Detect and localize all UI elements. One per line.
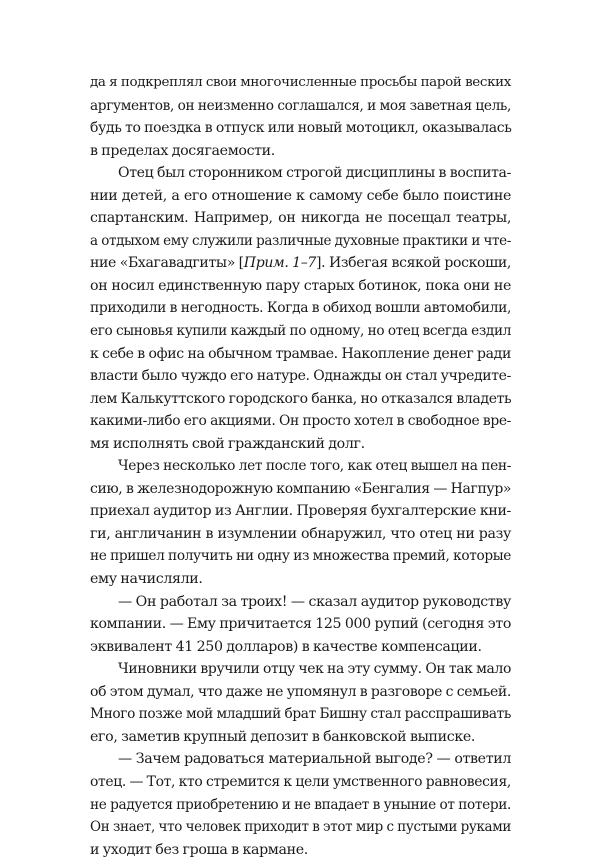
text-line: и уходит без гроша в кармане.: [90, 841, 308, 858]
line-part: ние «Бхагавадгиты» [Прим. 1–7]. Избегая всякой роскоши,: [90, 255, 511, 272]
text-line: Он знает, что человек приходит в этот мир с пустыми руками: [90, 819, 511, 836]
text-line: не радуется приобретению и не впадает в уныние от потери.: [90, 796, 511, 813]
text-line: в пределах досягаемости.: [90, 142, 275, 159]
text-line: мя исполнять свой гражданский долг.: [90, 435, 365, 452]
text-line: спартанским. Например, он никогда не посещал театры,: [90, 210, 511, 227]
text-line: сию, в железнодорожную компанию «Бенгалия — Нагпур»: [90, 480, 512, 497]
text-line: ги, англичанин в изумлении обнаружил, что отец ни разу: [90, 525, 511, 542]
paragraph-2: [90, 162, 511, 455]
text-line: эквивалент 41 250 долларов) в качестве компенсации.: [90, 638, 482, 655]
paragraph-3: [90, 455, 511, 590]
text-line: какими-либо его акциями. Он просто хотел в свободное вре-: [90, 413, 511, 430]
paragraph-6: [90, 748, 511, 861]
text-line: приехал аудитор из Англии. Проверяя бухгалтерские кни-: [90, 503, 511, 520]
text-line: об этом думал, что даже не упомянул в разговоре с семьей.: [90, 683, 511, 700]
text-line: он носил единственную пару старых ботинок, пока они не: [90, 277, 511, 294]
text-line: Отец был сторонником строгой дисциплины в воспита-: [118, 165, 511, 182]
text-line: власти было чуждо его натуре. Однажды он стал учредите-: [90, 368, 511, 385]
paragraph-5: [90, 658, 511, 748]
text-line: Чиновники вручили отцу чек на эту сумму. Он так мало: [118, 661, 511, 678]
text-line: отец. — Тот, кто стремится к цели умственного равновесия,: [90, 773, 511, 790]
text-line: приходили в негодность. Когда в обиход вошли автомобили,: [90, 300, 511, 317]
text-line: его сыновья купили каждый по одному, но отец всегда ездил: [90, 323, 511, 340]
text-line: — Он работал за троих! — сказал аудитор руководству: [118, 593, 511, 610]
note-reference: Прим. 1–7: [243, 255, 317, 272]
text-line: аргументов, он неизменно соглашался, и моя заветная цель,: [90, 97, 511, 114]
text-line: — Зачем радоваться материальной выгоде? — ответил: [118, 751, 511, 768]
text-line: будь то поездка в отпуск или новый мотоцикл, оказывалась: [90, 120, 512, 137]
text-line: Много позже мой младший брат Бишну стал расспрашивать: [90, 706, 511, 723]
text-line: а отдыхом ему служили различные духовные практики и чте-: [90, 232, 511, 249]
text-line: Через несколько лет после того, как отец вышел на пен-: [118, 458, 511, 475]
text-line: не пришел получить ни одну из множества премий, которые: [90, 548, 511, 565]
text-line: к себе в офис на обычном трамвае. Накопление денег ради: [90, 345, 511, 362]
text-line: его, заметив крупный депозит в банковской выписке.: [90, 728, 476, 745]
text-line: компании. — Ему причитается 125 000 рупий (сегодня это: [90, 616, 511, 633]
body-text: [90, 72, 511, 861]
text-line: лем Калькуттского городского банка, но отказался владеть: [90, 390, 512, 407]
paragraph-1: [90, 72, 511, 162]
text-line-with-note-ref: [90, 252, 511, 275]
paragraph-4: [90, 591, 511, 659]
text-line: да я подкреплял свои многочисленные просьбы парой веских: [90, 75, 511, 90]
text-line: нии детей, а его отношение к самому себе было поистине: [90, 187, 511, 204]
text-line: ему начисляли.: [90, 571, 203, 588]
